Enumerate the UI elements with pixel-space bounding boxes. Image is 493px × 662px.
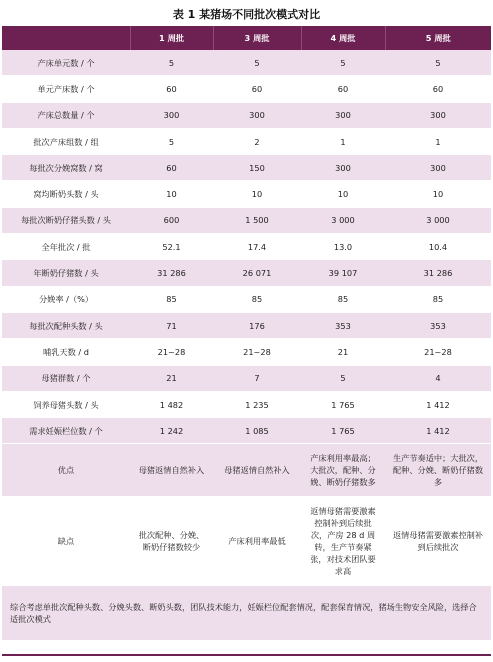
table-cell: 1 412 <box>385 418 491 444</box>
disadvantages-cell: 批次配种、分娩、断奶仔猪数较少 <box>130 497 213 586</box>
table-cell: 1 085 <box>213 418 301 444</box>
table-cell: 10.4 <box>385 234 491 260</box>
row-label: 每批次分娩窝数 / 窝 <box>2 155 130 181</box>
row-label: 分娩率 /（%） <box>2 286 130 312</box>
table-cell: 3 000 <box>385 207 491 233</box>
row-label: 产床单元数 / 个 <box>2 50 130 76</box>
table-cell: 1 235 <box>213 391 301 417</box>
table-cell: 300 <box>213 102 301 128</box>
table-row <box>2 155 491 181</box>
advantages-cell: 生产节奏适中；大批次，配种、分娩、断奶仔猪数多 <box>385 444 491 497</box>
table-row <box>2 128 491 154</box>
table-row <box>2 339 491 365</box>
table-cell: 10 <box>213 181 301 207</box>
table-cell: 7 <box>213 365 301 391</box>
table-cell: 2 <box>213 128 301 154</box>
table-cell: 31 286 <box>130 260 213 286</box>
table-cell: 300 <box>130 102 213 128</box>
table-cell: 300 <box>385 155 491 181</box>
advantages-row <box>2 444 491 497</box>
table-cell: 21~28 <box>130 339 213 365</box>
table-cell: 5 <box>213 50 301 76</box>
table-row <box>2 418 491 444</box>
advantages-cell: 母猪返情自然补入 <box>130 444 213 497</box>
table-cell: 21 <box>301 339 385 365</box>
table-cell: 60 <box>213 76 301 102</box>
advantages-cell: 产床利用率最高；大批次，配种、分娩、断奶仔猪数多 <box>301 444 385 497</box>
table-cell: 17.4 <box>213 234 301 260</box>
table-cell: 60 <box>301 76 385 102</box>
header-cell-2: 3 周批 <box>213 26 301 50</box>
table-cell: 300 <box>301 155 385 181</box>
row-label: 年断奶仔猪数 / 头 <box>2 260 130 286</box>
table-cell: 52.1 <box>130 234 213 260</box>
table-cell: 353 <box>385 312 491 338</box>
table-cell: 5 <box>301 365 385 391</box>
row-label: 每批次配种头数 / 头 <box>2 312 130 338</box>
summary-text: 综合考虑单批次配种头数、分娩头数、断奶头数，团队技术能力，妊娠栏位配套情况，配套保育情况，猪场生物安全风险，选择合适批次模式 <box>2 586 491 641</box>
row-label: 需求妊娠栏位数 / 个 <box>2 418 130 444</box>
row-label: 窝均断奶头数 / 头 <box>2 181 130 207</box>
table-cell: 300 <box>385 102 491 128</box>
disadvantages-cell: 返情母猪需要激素控制补到后续批次，产房 28 d 周转，生产节奏紧张，对技术团队要求高 <box>301 497 385 586</box>
header-cell-0 <box>2 26 130 50</box>
table-row <box>2 181 491 207</box>
table-row <box>2 286 491 312</box>
table-row <box>2 76 491 102</box>
disadvantages-cell: 返情母猪需要激素控制补到后续批次 <box>385 497 491 586</box>
row-label: 母猪群数 / 个 <box>2 365 130 391</box>
table-cell: 85 <box>301 286 385 312</box>
table-cell: 300 <box>301 102 385 128</box>
row-label: 哺乳天数 / d <box>2 339 130 365</box>
table-row <box>2 365 491 391</box>
table-title: 表 1 某猪场不同批次模式对比 <box>172 8 321 21</box>
row-label: 饲养母猪头数 / 头 <box>2 391 130 417</box>
table-cell: 26 071 <box>213 260 301 286</box>
table-cell: 10 <box>130 181 213 207</box>
table-cell: 150 <box>213 155 301 181</box>
table-cell: 1 242 <box>130 418 213 444</box>
header-row <box>2 26 491 50</box>
disadvantages-cell: 产床利用率最低 <box>213 497 301 586</box>
table-cell: 1 <box>385 128 491 154</box>
table-cell: 5 <box>385 50 491 76</box>
table-cell: 85 <box>385 286 491 312</box>
table-cell: 21~28 <box>213 339 301 365</box>
table-cell: 31 286 <box>385 260 491 286</box>
table-row <box>2 207 491 233</box>
disadvantages-label: 缺点 <box>2 497 130 586</box>
table-cell: 5 <box>130 50 213 76</box>
comparison-table <box>2 26 491 641</box>
table-cell: 21 <box>130 365 213 391</box>
table-cell: 600 <box>130 207 213 233</box>
table-cell: 71 <box>130 312 213 338</box>
table-cell: 1 765 <box>301 418 385 444</box>
row-label: 单元产床数 / 个 <box>2 76 130 102</box>
table-cell: 3 000 <box>301 207 385 233</box>
advantages-cell: 母猪返情自然补入 <box>213 444 301 497</box>
table-cell: 1 <box>301 128 385 154</box>
table-cell: 1 412 <box>385 391 491 417</box>
header-cell-3: 4 周批 <box>301 26 385 50</box>
row-label: 每批次断奶仔猪头数 / 头 <box>2 207 130 233</box>
table-cell: 39 107 <box>301 260 385 286</box>
header-cell-1: 1 周批 <box>130 26 213 50</box>
table-row <box>2 391 491 417</box>
advantages-label: 优点 <box>2 444 130 497</box>
disadvantages-row <box>2 497 491 586</box>
row-label: 全年批次 / 批 <box>2 234 130 260</box>
row-label: 产床总数量 / 个 <box>2 102 130 128</box>
table-cell: 5 <box>130 128 213 154</box>
table-cell: 353 <box>301 312 385 338</box>
table-cell: 1 500 <box>213 207 301 233</box>
table-row <box>2 234 491 260</box>
table-cell: 10 <box>301 181 385 207</box>
table-cell: 176 <box>213 312 301 338</box>
table-cell: 21~28 <box>385 339 491 365</box>
table-row <box>2 50 491 76</box>
table-row <box>2 312 491 338</box>
table-cell: 60 <box>130 155 213 181</box>
header-cell-4: 5 周批 <box>385 26 491 50</box>
table-cell: 60 <box>130 76 213 102</box>
row-label: 批次产床组数 / 组 <box>2 128 130 154</box>
table-cell: 4 <box>385 365 491 391</box>
table-cell: 13.0 <box>301 234 385 260</box>
table-row <box>2 102 491 128</box>
table-cell: 5 <box>301 50 385 76</box>
table-cell: 85 <box>130 286 213 312</box>
bottom-rule <box>2 654 491 656</box>
table-cell: 60 <box>385 76 491 102</box>
table-cell: 1 765 <box>301 391 385 417</box>
table-cell: 85 <box>213 286 301 312</box>
table-cell: 1 482 <box>130 391 213 417</box>
table-cell: 10 <box>385 181 491 207</box>
summary-row <box>2 586 491 641</box>
table-row <box>2 260 491 286</box>
